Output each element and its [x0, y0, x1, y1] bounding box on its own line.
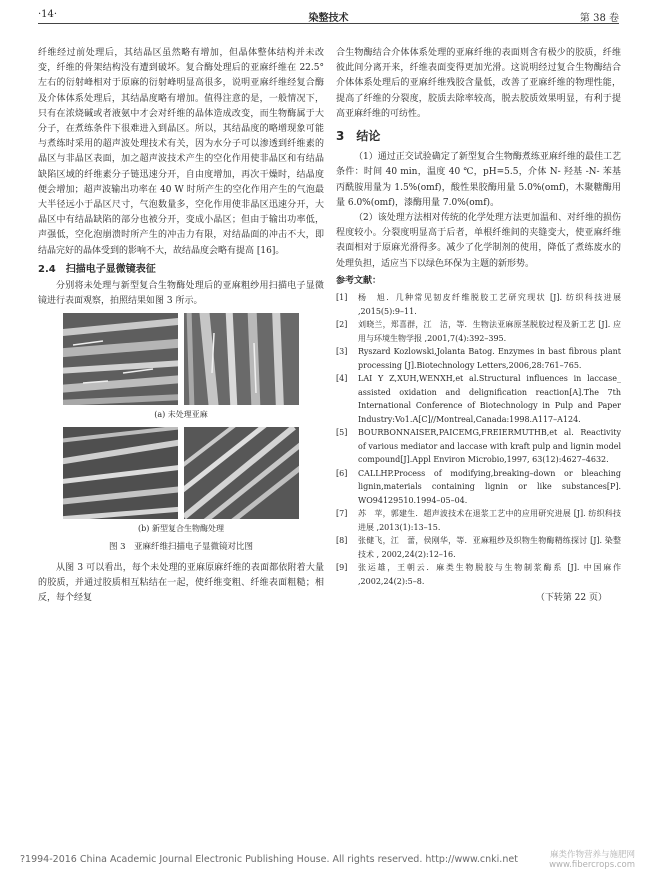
page-number: ·14· [38, 9, 58, 20]
sem-image-treated-1 [63, 427, 178, 519]
reference-number: [8] [336, 536, 348, 546]
figure-subcaption-a: (a) 未处理亚麻 [154, 410, 208, 420]
figure-caption: 图 3 亚麻纤维扫描电子显微镜对比图 [108, 541, 254, 552]
reference-text: 杨 旭．几种常见韧皮纤维脱胶工艺研究现状 [J]. 纺织科技进展 ,2015(5):9–11. [358, 293, 621, 316]
reference-number: [4] [336, 374, 348, 384]
reference-text: 苏 苹，郭建生．超声波技术在退浆工艺中的应用研究进展 [J]. 纺织科技进展 ,2013(1):13–15. [358, 509, 621, 532]
reference-text: BOURBONNAISER,PAICEMG,FREIERMUTHB,et al. Reactivity of various mediator and laccase with kraft pulp and lignin model compound[J].Appl Environ Microbio,1997, 63(12):4627–4632. [358, 428, 621, 465]
figure-row-b [38, 427, 324, 519]
figure-3 [38, 313, 324, 555]
sem-image-untreated-1 [63, 313, 178, 405]
body-paragraph: 分别将未处理与新型复合生物酶处理后的亚麻粗纱用扫描电子显微镜进行表面观察，拍照结果如图 3 所示。 [38, 281, 324, 307]
watermark-line-1: 麻类作物营养与施肥网 [549, 850, 635, 860]
references-title: 参考文献： [336, 275, 382, 286]
reference-item [336, 507, 621, 534]
conclusion-item-2: （2）该处理方法相对传统的化学处理方法更加温和、对纤维的损伤程度较小。分裂度明显高于后者，单根纤维间的夹缝变大，使亚麻纤维表面相对于原麻光滑得多。减少了化学制剂的使用，降低了煮练废水的处理负担，适应当下以绿色环保为主题的新形势。 [336, 213, 621, 269]
reference-item [336, 426, 621, 467]
reference-item [336, 372, 621, 426]
reference-number: [1] [336, 293, 348, 303]
reference-number: [7] [336, 509, 348, 519]
watermark [549, 850, 635, 870]
reference-list [336, 291, 621, 588]
reference-item [336, 534, 621, 561]
body-paragraph: 合生物酶结合介体体系处理的亚麻纤维的表面则含有极少的胶质，纤维彼此间分离开来，纤维表面变得更加光滑。这说明经过复合生物酶结合介体体系处理后的亚麻纤维残胶含量低，改善了亚麻纤维的物理性能，提高了纤维的分裂度，胶质去除率较高，脱去胶质效果明显，有利于提高亚麻纤维的可纺性。 [336, 48, 621, 119]
reference-item [336, 561, 621, 588]
reference-text: Ryszard Kozlowski,Jolanta Batog. Enzymes in bast fibrous plant processing [J].Biotechnology Letters,2006,28:761–765. [358, 347, 621, 370]
journal-name: 染整技术 [308, 13, 349, 24]
sem-image-untreated-2 [184, 313, 299, 405]
reference-item [336, 345, 621, 372]
conclusion-item-1: （1）通过正交试验确定了新型复合生物酶煮练亚麻纤维的最佳工艺条件：时间 40 min，温度 40 ℃，pH=5.5，介体 N- 羟基 -N- 苯基丙酰胺用量为 1.5%(omf)，酸性果胶酶用量 5.0%(omf)，木聚糖酶用量 6.0%(omf)，漆酶用量 7.0%(omf)。 [336, 152, 621, 208]
reference-number: [5] [336, 428, 348, 438]
body-paragraph: 从图 3 可以看出，每个未处理的亚麻原麻纤维的表面都依附着大量的胶质，并通过胶质相互粘结在一起，使纤维变粗、纤维表面粗糙；相反，每个经复 [38, 563, 324, 604]
reference-item [336, 467, 621, 508]
reference-text: LAI Y Z,XUH,WENXH,et al.Structural influences in laccase_ assisted oxidation and delignification reaction[A].The 7th International Conference of Biotechnology in Pulp and Paper Industry:Vo1.A[C]//Montreal,Canada:1998.A117–A124. [358, 374, 621, 424]
sem-image-treated-2 [184, 427, 299, 519]
right-column [336, 46, 621, 606]
reference-text: 张运雄，王朝云．麻类生物脱胶与生物制浆酶系 [J]. 中国麻作 ,2002,24(2):5–8. [358, 563, 621, 586]
section-heading-2-4: 2.4 扫描电子显微镜表征 [38, 263, 156, 275]
reference-number: [3] [336, 347, 348, 357]
reference-item [336, 318, 621, 345]
continued-note: （下转第 22 页） [535, 593, 607, 604]
reference-number: [9] [336, 563, 348, 573]
reference-text: 张健飞，江 蕾，侯刚华，等．亚麻粗纱及织物生物酶精练探讨 [J]. 染整技术 , 2002,24(2):12–16. [358, 536, 621, 559]
copyright-text: ?1994-2016 China Academic Journal Electronic Publishing House. All rights reserved. http://www.cnki.net [20, 854, 518, 865]
volume-label: 第 38 卷 [579, 13, 619, 24]
left-column [38, 46, 324, 607]
reference-text: CALLHP.Process of modifying,breaking–down or bleaching lignin,materials containing lignin or like substances[P]. WO94129510.1994–05–04. [358, 468, 621, 505]
reference-number: [2] [336, 320, 348, 330]
watermark-line-2: www.fibercrops.com [549, 860, 635, 870]
page-footer [0, 848, 649, 875]
section-heading-3: 3 结论 [336, 129, 381, 144]
figure-subcaption-b: (b) 新型复合生物酶处理 [138, 523, 224, 533]
reference-number: [6] [336, 468, 348, 478]
reference-item [336, 291, 621, 318]
page-header [38, 6, 619, 24]
reference-text: 刘晓兰，郑喜群，江 洁，等．生物法亚麻原茎脱胶过程及新工艺 [J]. 应用与环境生物学报 ,2001,7(4):392–395. [358, 320, 621, 343]
body-paragraph: 纤维经过前处理后，其结晶区虽然略有增加，但晶体整体结构并未改变，纤维的骨架结构没有遭到破坏。复合酶处理后的亚麻纤维在 22.5° 左右的衍射峰相对于原麻的衍射峰明显高很多，说明亚麻纤维经复合酶及介体体系处理后，其结晶度略有增加。值得注意的是，一般情况下，只有在浓烧碱或者液氨中才会对纤维的晶体造成改变，而生物酶属于大分子，在煮练条件下很难进入到晶区。所以，其结晶度的略增现象可能与煮练时采用的超声波处理技术有关，因为水分子可以渗透到纤维素的晶区与非晶区表面，加之超声波技术产生的空化作用使非晶区和有结晶缺陷区域的纤维素分子链迅速分开，自由度增加，再次干燥时，结晶度便会增加；超声波输出功率在 40 W 时所产生的空化作用产生的气泡最大半径远小于晶区尺寸，气泡数量多，空化作用使非晶区迅速分开，大晶区中有结晶缺陷的部分也被分开，变成小晶区；但由于输出功率低，声强低，空化泡崩溃时所产生的冲击力有限，对结晶面的冲击不大，即结晶完好的晶体受到的影响不大，故结晶度会略有提高 [16]。 [38, 48, 324, 256]
figure-row-a [38, 313, 324, 405]
